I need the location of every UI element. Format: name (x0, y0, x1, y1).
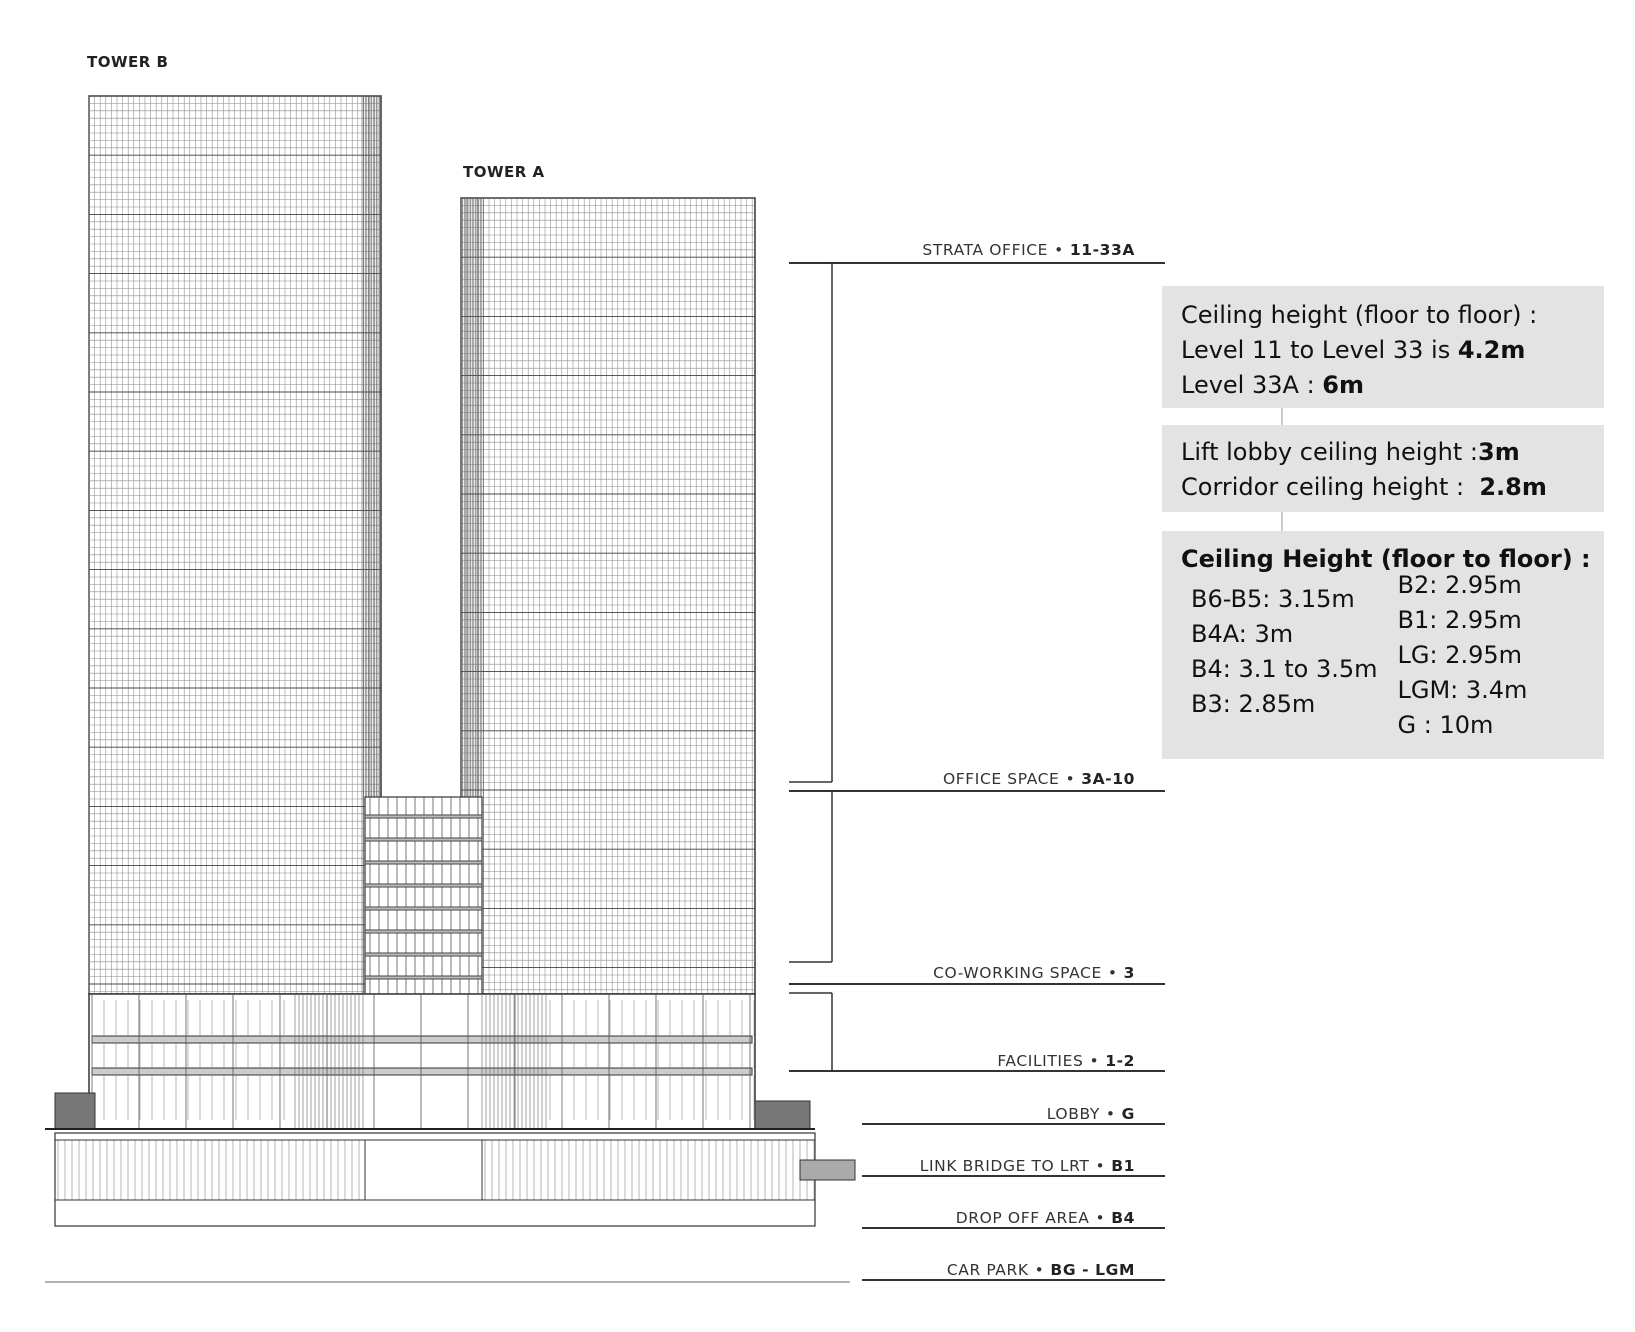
floor-height-item: B1: 2.95m (1397, 606, 1522, 634)
level-link-bridge: LINK BRIDGE TO LRT • B1 (919, 1157, 1135, 1175)
lift-lobby-height: 3m (1478, 438, 1520, 466)
strata-ceiling-info-box (1162, 286, 1604, 408)
tower-b-facade (89, 96, 381, 994)
level-code: 3 (1123, 964, 1135, 982)
floor-height-item: B4: 3.1 to 3.5m (1191, 655, 1378, 683)
sky-link-bridge (365, 797, 482, 994)
tower-a-label: TOWER A (463, 163, 545, 181)
lobby-ceiling-info-box (1162, 425, 1604, 512)
level-name: STRATA OFFICE (922, 241, 1049, 259)
strata-level-height: 4.2m (1457, 336, 1526, 364)
level-co-working-space: CO-WORKING SPACE • 3 (933, 964, 1135, 982)
floor-height-item: LGM: 3.4m (1397, 676, 1528, 704)
level-code: 11-33A (1069, 241, 1135, 259)
level-name: LOBBY (1046, 1105, 1100, 1123)
ground-base (45, 1129, 855, 1282)
floor-height-item: B6-B5: 3.15m (1191, 585, 1355, 613)
tower-a-facade (461, 198, 755, 994)
floor-height-item: G : 10m (1397, 711, 1494, 739)
level-name: DROP OFF AREA (955, 1209, 1090, 1227)
floor-height-item: LG: 2.95m (1397, 641, 1522, 669)
corridor-height: 2.8m (1479, 473, 1547, 501)
level-code: B4 (1111, 1209, 1135, 1227)
floor-height-item: B3: 2.85m (1191, 690, 1316, 718)
level-33a-height: 6m (1322, 371, 1364, 399)
level-code: B1 (1111, 1157, 1135, 1175)
level-name: LINK BRIDGE TO LRT (919, 1157, 1090, 1175)
basement-ceiling-heading: Ceiling Height (floor to floor) : (1181, 545, 1591, 573)
level-name: FACILITIES (997, 1052, 1084, 1070)
level-name: CO-WORKING SPACE (933, 964, 1102, 982)
level-code: BG - LGM (1050, 1261, 1135, 1279)
level-office-space: OFFICE SPACE • 3A-10 (942, 770, 1135, 788)
strata-ceiling-heading: Ceiling height (floor to floor) : (1181, 301, 1538, 329)
strata-level-range: Level 11 to Level 33 is (1181, 336, 1458, 364)
basement-ceiling-info-box (1162, 531, 1604, 759)
level-drop-off-area: DROP OFF AREA • B4 (955, 1209, 1135, 1227)
level-facilities: FACILITIES • 1-2 (997, 1052, 1135, 1070)
level-name: OFFICE SPACE (942, 770, 1060, 788)
lift-lobby-label: Lift lobby ceiling height : (1181, 438, 1479, 466)
level-name: CAR PARK (946, 1261, 1029, 1279)
basement-left-column (1181, 578, 1398, 743)
level-lobby: LOBBY • G (1046, 1105, 1135, 1123)
level-33a-label: Level 33A : (1181, 371, 1323, 399)
corridor-label: Corridor ceiling height : (1181, 473, 1480, 501)
floor-height-item: B4A: 3m (1191, 620, 1294, 648)
podium-block (55, 994, 810, 1129)
level-code: G (1121, 1105, 1135, 1123)
level-car-park: CAR PARK • BG - LGM (946, 1261, 1135, 1279)
level-code: 3A-10 (1081, 770, 1135, 788)
floor-height-item: B2: 2.95m (1397, 571, 1522, 599)
level-code: 1-2 (1105, 1052, 1135, 1070)
level-strata-office: STRATA OFFICE • 11-33A (922, 241, 1135, 259)
basement-right-column (1398, 568, 1605, 743)
tower-b-label: TOWER B (87, 53, 169, 71)
